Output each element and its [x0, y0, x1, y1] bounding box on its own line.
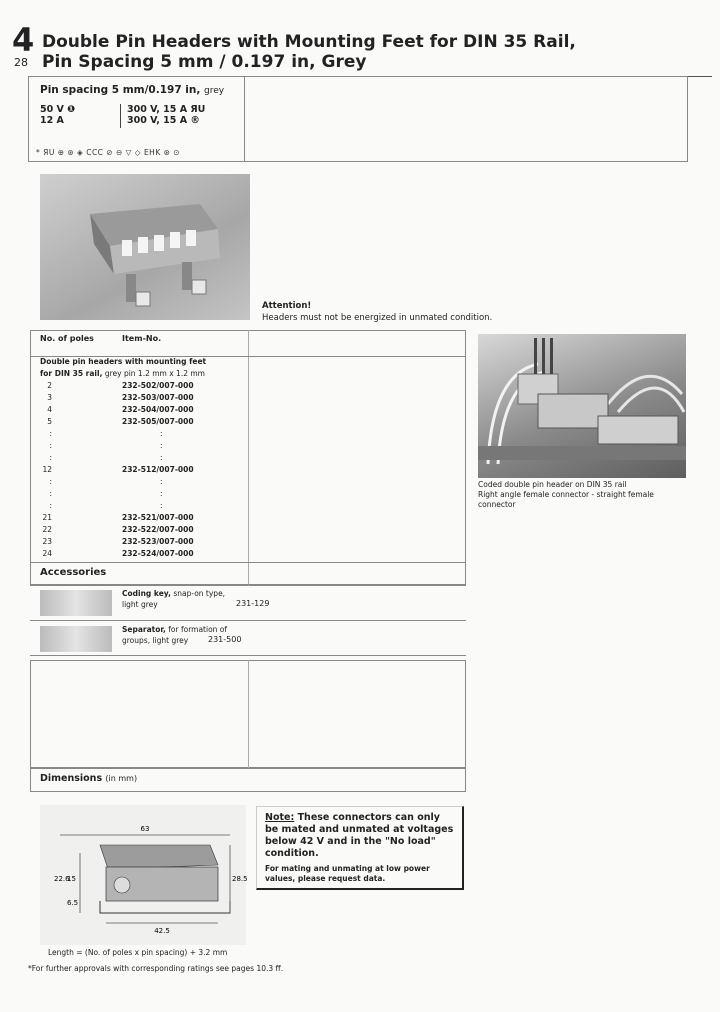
row-poles: 3 — [47, 393, 52, 402]
spec-rating-csa: 300 V, 15 A ® — [127, 115, 200, 126]
product-photo-drawing — [40, 174, 250, 320]
accessory-text — [122, 624, 272, 646]
table-row — [30, 464, 248, 476]
accessory-name: Coding key, — [122, 589, 171, 598]
row-poles: : — [49, 489, 52, 498]
group-line-2 — [40, 369, 205, 378]
dim-42-5: 42.5 — [154, 927, 170, 935]
row-item-no: : — [160, 501, 163, 510]
table-row — [30, 416, 248, 428]
row-item-no: 232-512/007-000 — [122, 465, 194, 474]
attention-text: Headers must not be energized in unmated condition. — [262, 313, 493, 323]
page-number: 28 — [14, 56, 28, 69]
spec-rating-ul: 300 V, 15 A ЯU — [127, 104, 206, 115]
table-row — [30, 440, 248, 452]
accessory-row — [30, 620, 466, 656]
attention-note — [262, 300, 492, 324]
dim-15: 15 — [67, 875, 76, 883]
table-row — [30, 548, 248, 560]
caption-line-1: Coded double pin header on DIN 35 rail — [478, 480, 627, 489]
dimensions-title-text: Dimensions — [40, 773, 103, 784]
accessory-desc-1: snap-on type, — [173, 589, 226, 598]
spec-title — [40, 84, 224, 96]
table-row — [30, 476, 248, 488]
row-item-no: 232-521/007-000 — [122, 513, 194, 522]
table-row — [30, 536, 248, 548]
row-item-no: : — [160, 453, 163, 462]
dim-22: 22.6 — [54, 875, 70, 883]
row-item-no: : — [160, 441, 163, 450]
row-item-no: : — [160, 489, 163, 498]
accessory-desc-2: groups, light grey — [122, 636, 189, 645]
row-poles: 5 — [47, 417, 52, 426]
note-sub: For mating and unmating at low power values, please request data. — [265, 864, 430, 883]
title-line-1: Double Pin Headers with Mounting Feet for DIN 35 Rail, — [42, 32, 576, 52]
accessory-desc-2: light grey — [122, 600, 158, 609]
caption-line-2: Right angle female connector - straight female connector — [478, 490, 654, 509]
table-row — [30, 512, 248, 524]
note-label: Note: — [265, 812, 295, 823]
table-row — [30, 428, 248, 440]
spec-title-suffix: grey — [204, 86, 225, 96]
product-photo — [40, 174, 250, 320]
group-line-1: Double pin headers with mounting feet — [40, 357, 207, 366]
row-poles: 22 — [42, 525, 52, 534]
note-box — [256, 806, 464, 890]
table-row — [30, 392, 248, 404]
row-poles: 4 — [47, 405, 52, 414]
table-row — [30, 488, 248, 500]
accessory-name: Separator, — [122, 625, 166, 634]
table-row — [30, 404, 248, 416]
blank-divider — [248, 660, 249, 768]
row-poles: : — [49, 453, 52, 462]
group-line-2-bold: for DIN 35 rail, — [40, 369, 103, 378]
row-poles: : — [49, 501, 52, 510]
row-item-no: : — [160, 477, 163, 486]
footnote: *For further approvals with corresponding ratings see pages 10.3 ff. — [28, 964, 284, 973]
table-row — [30, 452, 248, 464]
application-photo-drawing — [478, 334, 686, 478]
note-main — [265, 812, 454, 860]
dimensions-title — [40, 773, 137, 784]
table-row — [30, 500, 248, 512]
accessory-row — [30, 584, 466, 620]
row-item-no: 232-503/007-000 — [122, 393, 194, 402]
row-poles: 12 — [42, 465, 52, 474]
spec-current-1: 12 A — [40, 115, 64, 126]
dim-63: 63 — [140, 825, 150, 833]
row-item-no: 232-524/007-000 — [122, 549, 194, 558]
row-item-no: : — [160, 429, 163, 438]
group-line-2-rest: grey pin 1.2 mm x 1.2 mm — [104, 369, 205, 378]
row-item-no: 232-504/007-000 — [122, 405, 194, 414]
application-caption — [478, 480, 688, 510]
row-poles: 24 — [42, 549, 52, 558]
accessory-desc-1: for formation of — [168, 625, 228, 634]
dim-28-5: 28.5 — [232, 875, 248, 883]
row-item-no: 232-505/007-000 — [122, 417, 194, 426]
row-item-no: 232-502/007-000 — [122, 381, 194, 390]
page-title — [42, 32, 576, 72]
dimension-drawing — [40, 805, 246, 945]
accessories-title: Accessories — [40, 567, 107, 578]
table-row — [30, 524, 248, 536]
chapter-number: 4 — [12, 21, 35, 59]
spec-voltage-1: 50 V ❶ — [40, 104, 76, 115]
dimensions-unit: (in mm) — [105, 774, 138, 783]
row-poles: 21 — [42, 513, 52, 522]
row-item-no: 232-522/007-000 — [122, 525, 194, 534]
application-photo — [478, 334, 686, 478]
spec-divider — [244, 76, 245, 162]
row-poles: 2 — [47, 381, 52, 390]
separator-image — [40, 626, 112, 652]
row-poles: : — [49, 477, 52, 486]
accessories-rule — [30, 562, 466, 563]
spec-title-text: Pin spacing 5 mm/0.197 in, — [40, 84, 201, 96]
approval-marks: * ЯU ⊕ ⊛ ◈ CCC ⊘ ⊖ ▽ ◇ EHK ⊛ ⊙ — [36, 148, 181, 157]
row-poles: 23 — [42, 537, 52, 546]
spec-separator — [120, 104, 121, 128]
col-header-poles: No. of poles — [40, 334, 94, 343]
table-row — [30, 380, 248, 392]
note-text: These connectors can only be mated and unmated at voltages below 42 V and in the "No load" condition. — [265, 812, 454, 859]
length-formula: Length = (No. of poles x pin spacing) + 3.2 mm — [48, 948, 228, 957]
accessory-item-no: 231-500 — [208, 635, 242, 644]
attention-label: Attention! — [262, 301, 312, 311]
title-line-2: Pin Spacing 5 mm / 0.197 in, Grey — [42, 52, 367, 72]
row-poles: : — [49, 429, 52, 438]
row-poles: : — [49, 441, 52, 450]
table-divider — [248, 330, 249, 586]
coding-key-image — [40, 590, 112, 616]
col-header-item: Item-No. — [122, 334, 162, 343]
dimension-drawing-svg — [40, 805, 246, 945]
accessory-item-no: 231-129 — [236, 599, 270, 608]
dim-6-5: 6.5 — [67, 899, 79, 907]
row-item-no: 232-523/007-000 — [122, 537, 194, 546]
